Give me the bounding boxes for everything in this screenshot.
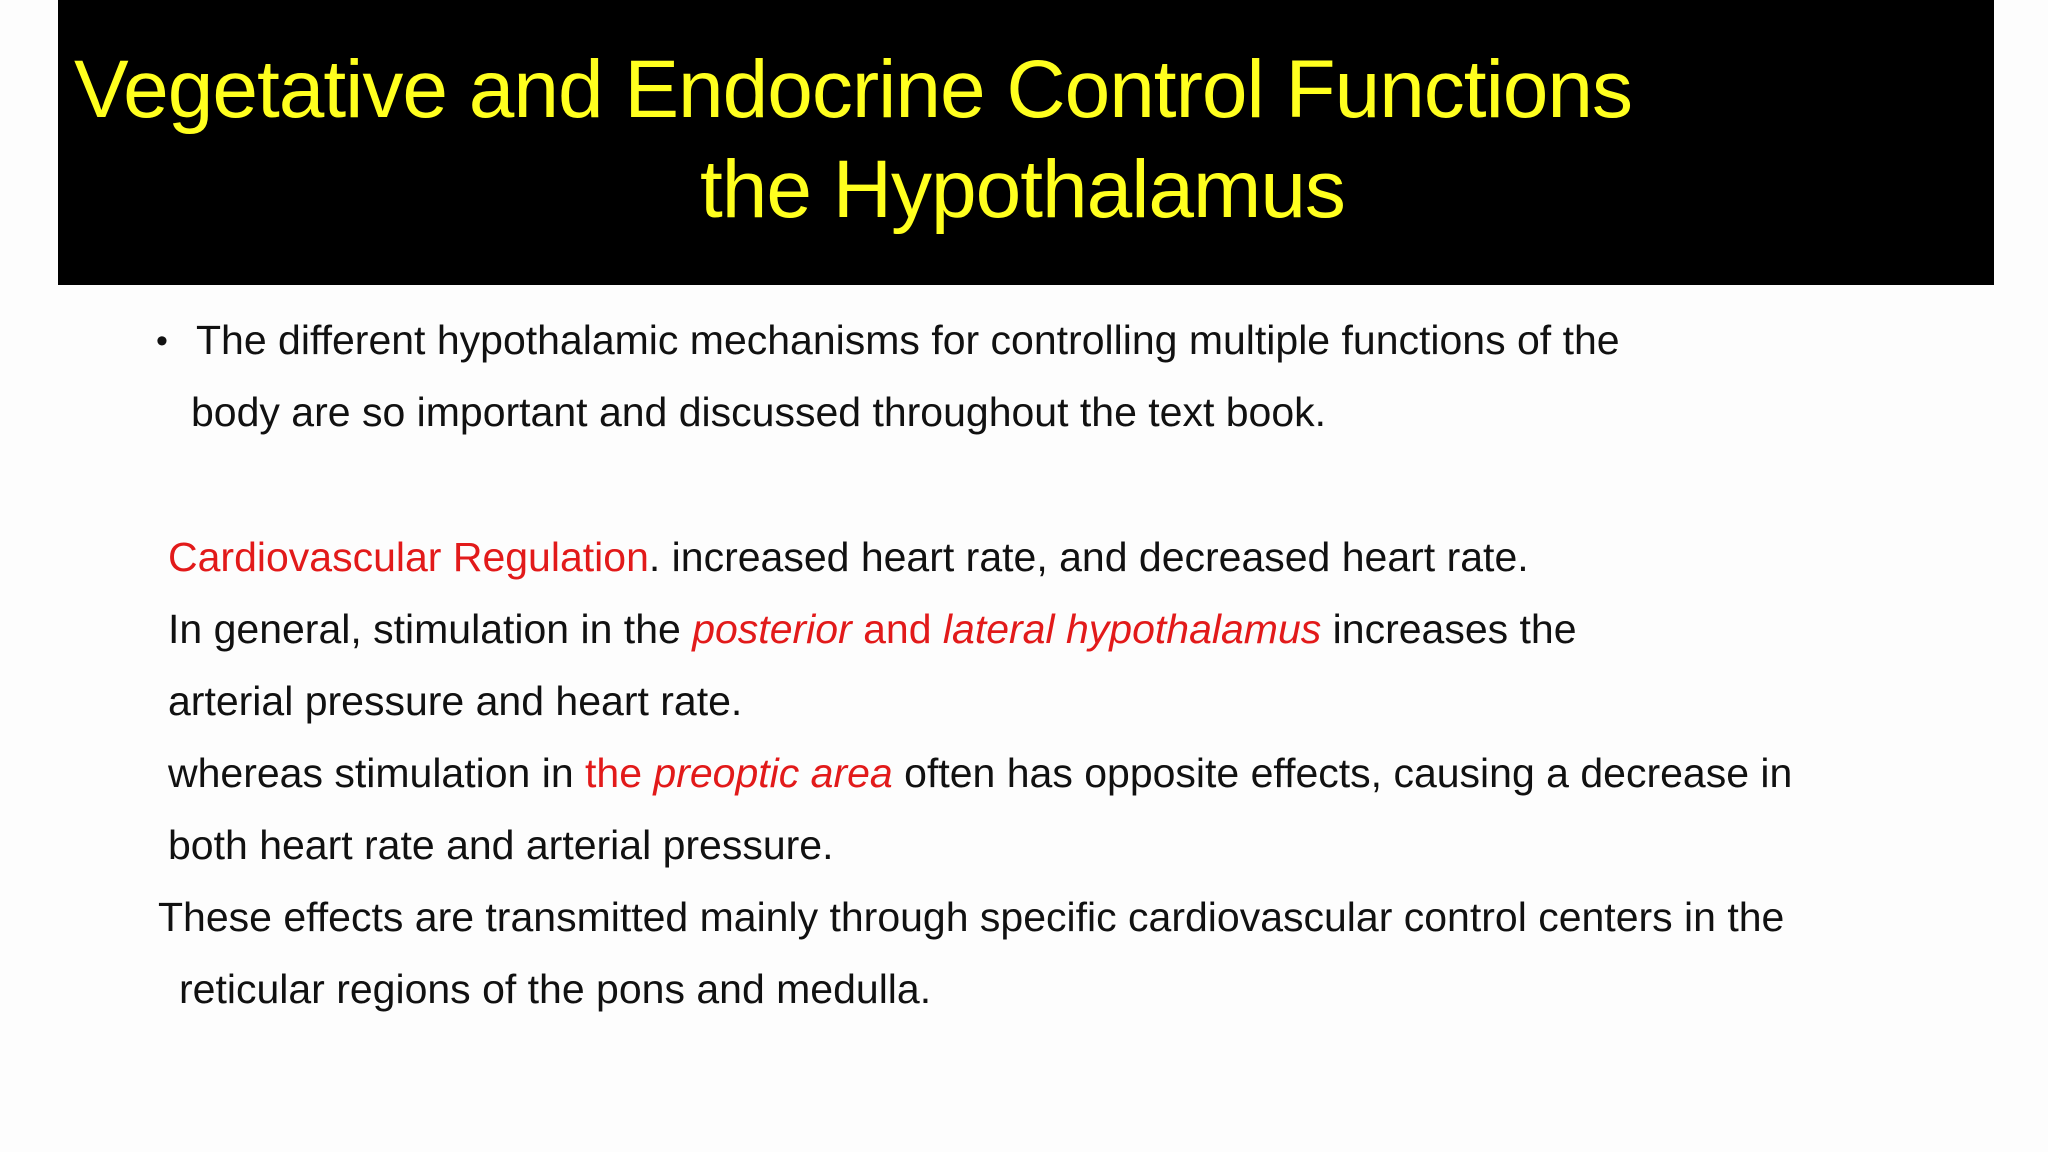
- cardio-heading-rest: . increased heart rate, and decreased heart rate.: [648, 534, 1529, 580]
- bullet-icon: •: [156, 322, 168, 360]
- bullet-text-line-1: The different hypothalamic mechanisms for controlling multiple functions of the: [196, 317, 1620, 363]
- paragraph-line-2: arterial pressure and heart rate.: [168, 678, 743, 724]
- cardio-heading: Cardiovascular Regulation: [168, 534, 649, 580]
- p1-lateral: lateral hypothalamus: [942, 606, 1322, 652]
- paragraph-line-5: These effects are transmitted mainly through specific cardiovascular control centers in the: [158, 894, 1785, 940]
- p3-end: often has opposite effects, causing a decrease in: [892, 750, 1793, 796]
- p3-start: whereas stimulation in: [168, 750, 586, 796]
- paragraph-line-6: reticular regions of the pons and medulla.: [179, 966, 932, 1012]
- p1-and: and: [851, 606, 943, 652]
- cardio-heading-line: [168, 532, 1529, 582]
- bullet-text-line-2: body are so important and discussed throughout the text book.: [191, 389, 1327, 435]
- slide-title-line-2: the Hypothalamus: [700, 144, 1345, 235]
- slide-title-line-1: Vegetative and Endocrine Control Functions: [74, 44, 1633, 135]
- paragraph-line-1: [168, 604, 1577, 654]
- p1-posterior: posterior: [692, 606, 852, 652]
- p1-end: increases the: [1321, 606, 1577, 652]
- p3-preoptic: preoptic area: [653, 750, 893, 796]
- paragraph-line-4: both heart rate and arterial pressure.: [168, 822, 834, 868]
- paragraph-line-3: [168, 748, 1792, 798]
- title-bar: [58, 0, 1994, 285]
- p3-the: the: [585, 750, 654, 796]
- p1-start: In general, stimulation in the: [168, 606, 693, 652]
